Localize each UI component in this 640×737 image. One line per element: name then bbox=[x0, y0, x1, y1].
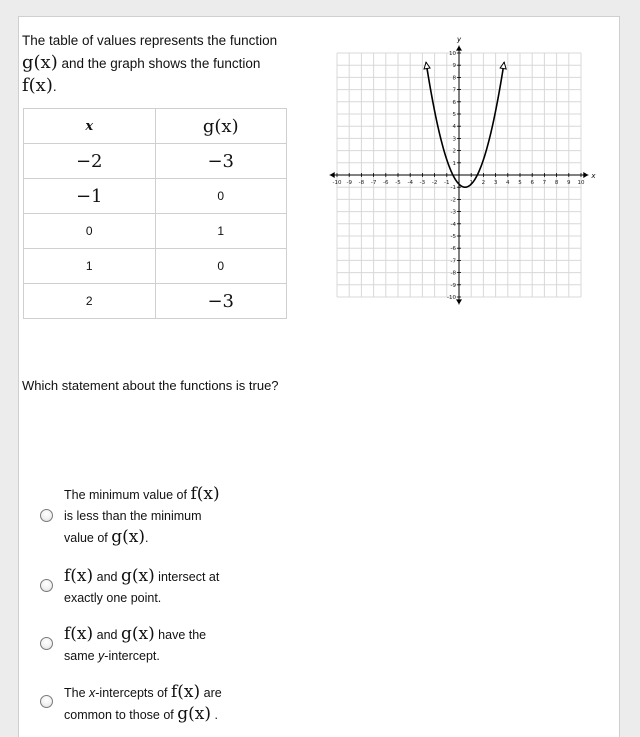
radio-button-c[interactable] bbox=[40, 637, 53, 650]
y-tick-label: -7 bbox=[450, 258, 456, 265]
question-text: Which statement about the functions is true? bbox=[22, 378, 279, 393]
option-b-text bbox=[64, 566, 264, 609]
x-tick-label: -3 bbox=[419, 180, 426, 186]
option-d-period: . bbox=[211, 708, 218, 722]
table-cell: 1 bbox=[24, 249, 156, 284]
option-d-the: The bbox=[64, 686, 90, 700]
table-cell: 0 bbox=[155, 249, 287, 284]
y-tick-label: 1 bbox=[452, 160, 456, 167]
table-row bbox=[24, 179, 287, 214]
table-row bbox=[24, 214, 287, 249]
table-cell: 1 bbox=[155, 214, 287, 249]
radio-button-d[interactable] bbox=[40, 695, 53, 708]
option-a-g-label: g(x) bbox=[111, 527, 145, 547]
y-tick-label: -2 bbox=[450, 197, 456, 204]
x-tick-label: -10 bbox=[332, 180, 342, 186]
f-function-label: f(x) bbox=[22, 75, 53, 96]
table-cell: 2 bbox=[24, 284, 156, 319]
option-d-x: x bbox=[89, 686, 96, 700]
intro-line-1: The table of values represents the function bbox=[22, 33, 278, 48]
option-a-line-3 bbox=[64, 527, 264, 549]
option-a-line-1-text: The minimum value of bbox=[64, 488, 191, 502]
y-tick-label: -4 bbox=[450, 221, 456, 228]
y-tick-label: 3 bbox=[452, 136, 456, 143]
y-tick-label: 7 bbox=[452, 87, 456, 94]
y-tick-label: -10 bbox=[447, 295, 456, 301]
x-tick-label: -5 bbox=[395, 180, 401, 186]
x-tick-label: -1 bbox=[444, 180, 450, 186]
radio-button-a[interactable] bbox=[40, 509, 53, 522]
y-tick-label: -8 bbox=[450, 270, 456, 277]
y-tick-label: 8 bbox=[452, 75, 456, 82]
option-c-line-1 bbox=[64, 624, 264, 646]
x-tick-label: -4 bbox=[407, 180, 413, 186]
table-header-gx: g(x) bbox=[155, 109, 287, 144]
option-c-line-2 bbox=[64, 646, 264, 667]
intro-line-2-text: and the graph shows the function bbox=[57, 56, 261, 71]
intro-line-2 bbox=[22, 52, 312, 75]
option-c-same: same bbox=[64, 649, 99, 663]
x-tick-label: 6 bbox=[530, 180, 534, 186]
x-tick-label: -7 bbox=[370, 180, 377, 186]
x-tick-label: 5 bbox=[518, 180, 522, 186]
option-c-intercept: -intercept. bbox=[104, 649, 160, 663]
table-cell: 0 bbox=[155, 179, 287, 214]
option-a-line-2: is less than the minimum bbox=[64, 509, 202, 523]
option-a-f-label: f(x) bbox=[190, 484, 220, 504]
table-cell: 0 bbox=[24, 214, 156, 249]
y-tick-label: 4 bbox=[452, 124, 456, 131]
option-a-text bbox=[64, 484, 264, 549]
option-c-and: and bbox=[93, 628, 121, 642]
x-tick-label: 9 bbox=[567, 180, 571, 186]
option-d-text bbox=[64, 682, 264, 726]
y-tick-label: -9 bbox=[450, 282, 456, 289]
option-b-line-2: exactly one point. bbox=[64, 591, 162, 605]
option-c-text bbox=[64, 624, 264, 667]
y-axis-label: y bbox=[457, 35, 462, 44]
x-tick-label: 3 bbox=[493, 180, 498, 186]
y-axis-arrow-down bbox=[456, 299, 462, 304]
y-tick-label: 5 bbox=[452, 112, 456, 118]
option-d-line-1 bbox=[64, 682, 264, 704]
option-d-f-label: f(x) bbox=[171, 682, 201, 702]
g-function-label: g(x) bbox=[22, 52, 58, 73]
y-tick-label: -1 bbox=[450, 185, 456, 192]
y-tick-label: 6 bbox=[452, 99, 456, 106]
x-tick-label: 1 bbox=[469, 180, 473, 186]
table-row bbox=[24, 249, 287, 284]
x-tick-label: -8 bbox=[358, 180, 365, 186]
option-c-g-label: g(x) bbox=[120, 624, 155, 644]
intro-period: . bbox=[52, 79, 57, 94]
table-row bbox=[24, 144, 287, 179]
y-tick-label: -6 bbox=[450, 246, 456, 253]
option-d-g-label: g(x) bbox=[177, 704, 211, 724]
table-cell: −1 bbox=[24, 179, 156, 214]
option-a-line-3-text: value of bbox=[64, 531, 112, 545]
option-d-intercepts: -intercepts of bbox=[95, 686, 171, 700]
intro-text bbox=[22, 30, 312, 98]
table-cell: −2 bbox=[24, 144, 156, 179]
x-axis-arrow-left bbox=[330, 172, 335, 178]
y-tick-label: 9 bbox=[452, 63, 456, 70]
y-tick-label: 2 bbox=[452, 148, 456, 155]
x-tick-label: 10 bbox=[577, 180, 585, 186]
option-b-line-1-text: intersect at bbox=[154, 570, 220, 584]
x-tick-label: -2 bbox=[431, 180, 438, 186]
parabola-curve bbox=[426, 62, 504, 187]
y-tick-label: -3 bbox=[450, 209, 456, 216]
x-tick-label: -6 bbox=[383, 180, 389, 186]
option-b-g-label: g(x) bbox=[120, 566, 155, 586]
intro-line-3 bbox=[22, 75, 312, 98]
function-graph bbox=[316, 22, 606, 322]
x-axis-arrow-right bbox=[583, 172, 588, 178]
table-row bbox=[24, 284, 287, 319]
option-b-line-1 bbox=[64, 566, 264, 588]
x-tick-label: 8 bbox=[554, 180, 559, 186]
y-axis-arrow-up bbox=[456, 46, 462, 51]
x-tick-label: 2 bbox=[481, 180, 486, 186]
table-header-x: x bbox=[24, 109, 156, 144]
option-d-common: common to those of bbox=[64, 708, 178, 722]
radio-button-b[interactable] bbox=[40, 579, 53, 592]
option-a-line-1 bbox=[64, 484, 264, 506]
option-c-y: y bbox=[98, 649, 105, 663]
option-d-line-2 bbox=[64, 704, 264, 726]
table-cell: −3 bbox=[155, 284, 287, 319]
option-b-f-label: f(x) bbox=[64, 566, 94, 586]
table-header-row bbox=[24, 109, 287, 144]
values-table bbox=[23, 108, 287, 319]
x-axis-label: x bbox=[591, 172, 596, 180]
y-tick-label: -5 bbox=[450, 234, 456, 240]
option-a-period: . bbox=[145, 531, 149, 545]
table-cell: −3 bbox=[155, 144, 287, 179]
x-tick-label: -9 bbox=[346, 180, 352, 186]
option-c-line-1-text: have the bbox=[154, 628, 207, 642]
option-c-f-label: f(x) bbox=[64, 624, 94, 644]
x-tick-label: 4 bbox=[506, 180, 510, 186]
option-d-are: are bbox=[200, 686, 222, 700]
y-tick-label: 10 bbox=[449, 51, 456, 57]
option-b-and: and bbox=[93, 570, 121, 584]
x-tick-label: 7 bbox=[542, 180, 547, 186]
